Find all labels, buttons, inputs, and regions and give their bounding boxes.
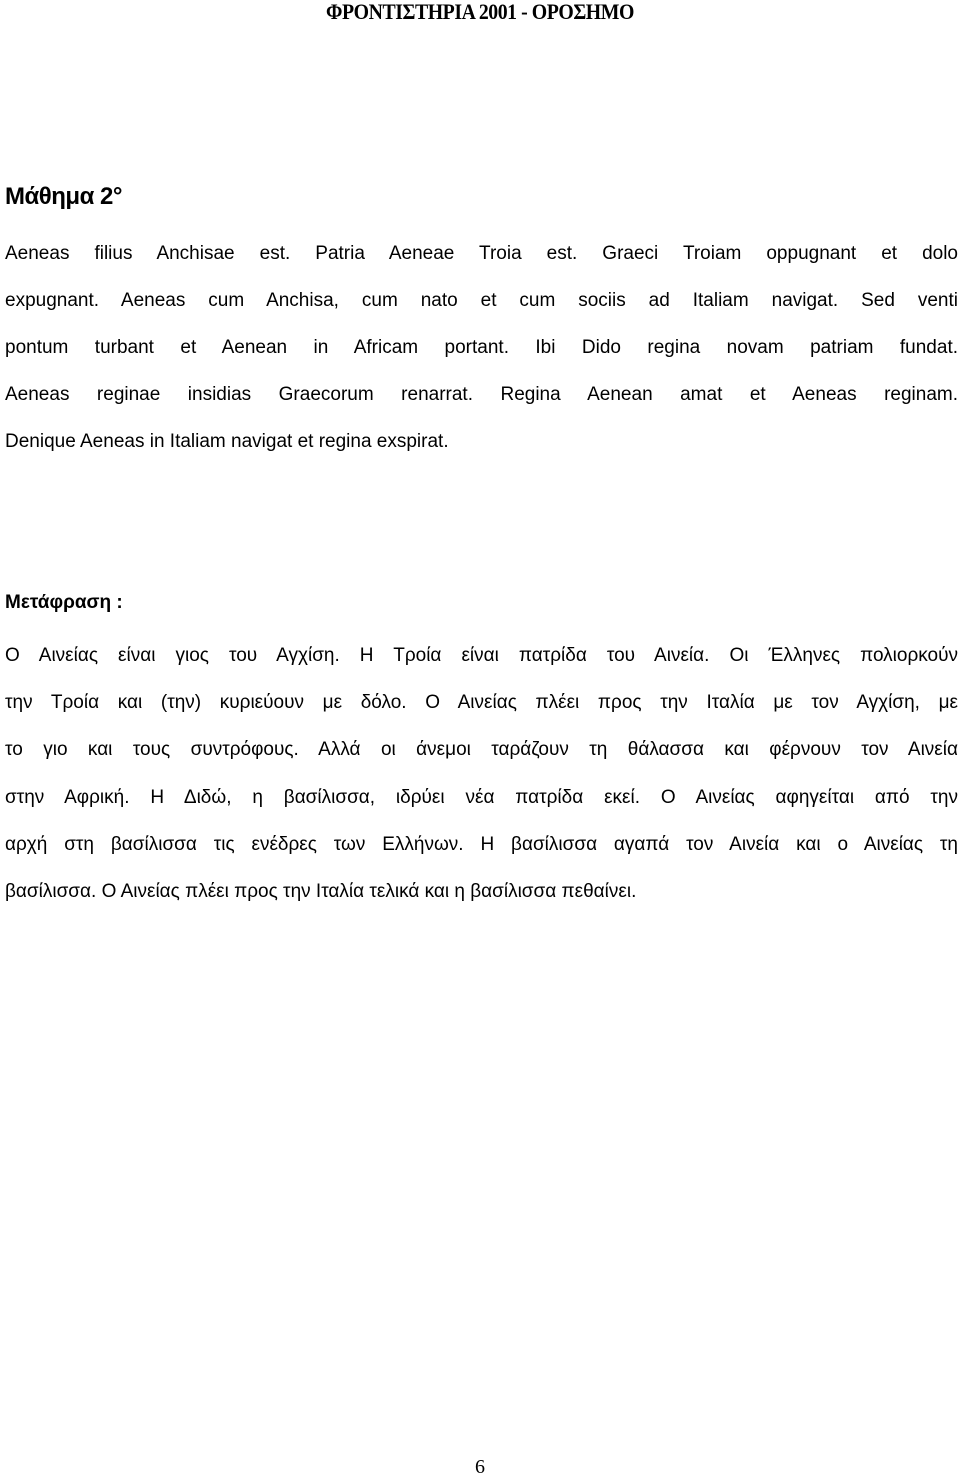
latin-line: Aeneas filius Anchisae est. Patria Aeneae Troia est. Graeci Troiam oppugnant et dolo	[5, 243, 958, 264]
page-number: 6	[475, 1456, 485, 1478]
latin-line: pontum turbant et Aenean in Africam portant. Ibi Dido regina novam patriam fundat.	[5, 337, 958, 358]
latin-line: expugnant. Aeneas cum Anchisa, cum nato et cum sociis ad Italiam navigat. Sed venti	[5, 290, 958, 311]
translation-line: το γιο και τους συντρόφους. Αλλά οι άνεμοι ταράζουν τη θάλασσα και φέρνουν τον Αινεία	[5, 739, 958, 760]
latin-line: Denique Aeneas in Italiam navigat et regina exspirat.	[5, 431, 449, 452]
page-header: ΦΡΟΝΤΙΣΤΗΡΙΑ 2001 - ΟΡΟΣΗΜΟ	[326, 0, 634, 24]
translation-title: Μετάφραση :	[5, 592, 123, 613]
translation-line: στην Αφρική. Η Διδώ, η βασίλισσα, ιδρύει νέα πατρίδα εκεί. Ο Αινείας αφηγείται από την	[5, 787, 958, 808]
latin-line: Aeneas reginae insidias Graecorum renarrat. Regina Aenean amat et Aeneas reginam.	[5, 384, 958, 405]
lesson-title: Μάθημα 2°	[5, 183, 122, 210]
translation-line: Ο Αινείας είναι γιος του Αγχίση. Η Τροία είναι πατρίδα του Αινεία. Οι Έλληνες πολιορκούν	[5, 645, 958, 666]
translation-line: βασίλισσα. Ο Αινείας πλέει προς την Ιταλία τελικά και η βασίλισσα πεθαίνει.	[5, 881, 637, 902]
translation-line: την Τροία και (την) κυριεύουν με δόλο. Ο Αινείας πλέει προς την Ιταλία με τον Αγχίση, με	[5, 692, 958, 713]
translation-line: αρχή στη βασίλισσα τις ενέδρες των Ελλήνων. Η βασίλισσα αγαπά τον Αινεία και ο Αινείας τη	[5, 834, 958, 855]
